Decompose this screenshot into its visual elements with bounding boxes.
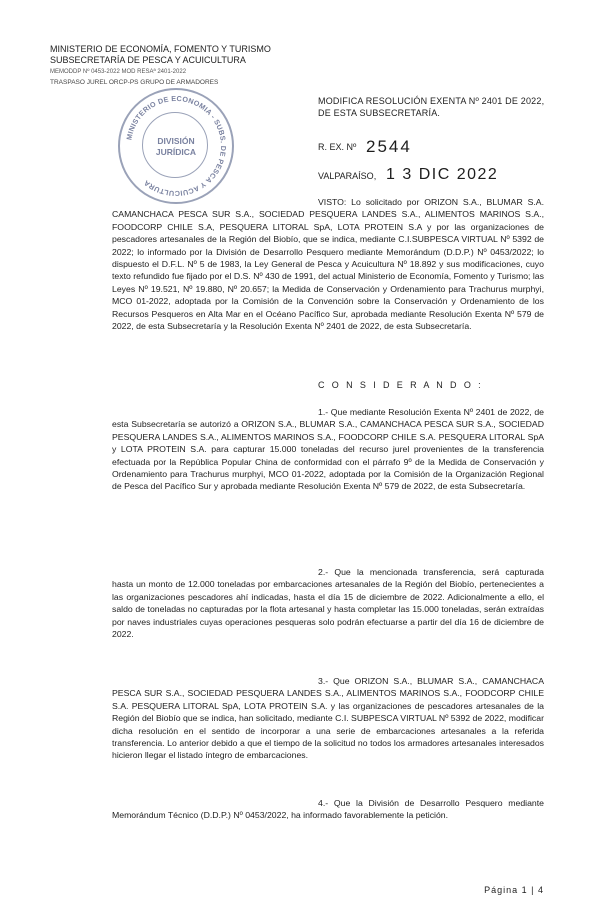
resolution-date: 1 3 DIC 2022: [386, 166, 499, 183]
considerando-item-1: 1.- Que mediante Resolución Exenta Nº 2401 de 2022, de esta Subsecretaría se autorizó a ORIZON S.A., BLUMAR S.A., CAMANCHACA PESCA SUR S.A., SOCIEDAD PESQUERA LANDES S.A., ALIMENTOS MARINOS S.A., FOODCORP CHILE S.A. PESQUERA LITORAL SpA y LOTA PROTEIN S.A. para capturar 15.000 toneladas del recurso jurel provenientes de la transferencia efectuada por la República Popular China de conformidad con el párrafo 9º de la Medida de Conservación y Ordenamiento para Trachurus murphyi, MCO 01-2022, adoptada por la Comisión de la Organización Regional de Pesca del Pacífico Sur y aprobada mediante Resolución Exenta Nº 579 de 2022, de esta Subsecretaría.: [112, 407, 544, 492]
resolution-number: 2544: [366, 137, 412, 156]
header-undersecretariat: SUBSECRETARÍA DE PESCA Y ACUICULTURA: [50, 55, 246, 65]
resolution-place: VALPARAÍSO,: [318, 171, 377, 181]
header-ministry: MINISTERIO DE ECONOMÍA, FOMENTO Y TURISMO: [50, 44, 271, 54]
header-subject-tag: TRASPASO JUREL ORCP-PS GRUPO DE ARMADORES: [50, 79, 219, 86]
considerando-item-3: 3.- Que ORIZON S.A., BLUMAR S.A., CAMANCHACA PESCA SUR S.A., SOCIEDAD PESQUERA LANDES S.A., ALIMENTOS MARINOS S.A., FOODCORP CHILE S.A. PESQUERA LITORAL SpA, LOTA PROTEIN S.A. y las organizaciones de pescadores artesanales de la Región del Biobío que se indica, han solicitado, mediante C.I. SUBPESCA VIRTUAL Nº 5392 de 2022, modificar dicha resolución en el sentido de incorporar a una serie de embarcaciones artesanales a la referida transferencia. Lo anterior debido a que el tiempo de la solicitud no todos los armadores artesanales interesados hicieron llegar el listado íntegro de embarcaciones.: [112, 676, 544, 761]
stamp-line2: JURÍDICA: [155, 147, 197, 157]
considerando-title: C O N S I D E R A N D O :: [318, 380, 484, 390]
stamp-ring-text: MINISTERIO DE ECONOMIA - SUBS. DE PESCA Y ACUICULTURA: [124, 93, 229, 199]
visto-paragraph: VISTO: Lo solicitado por ORIZON S.A., BLUMAR S.A. CAMANCHACA PESCA SUR S.A., SOCIEDAD PESQUERA LANDES S.A., ALIMENTOS MARINOS S.A., FOODCORP CHILE S.A, PESQUERA LITORAL SpA, LOTA PROTEIN S.A y por las organizaciones de pescadores artesanales de la Región del Biobío, que se indica, mediante C.I.SUBPESCA VIRTUAL Nº 5392 de 2022; lo informado por la División de Desarrollo Pesquero mediante Memorándum (D.D.P.) Nº 0453/2022; lo dispuesto el D.F.L. Nº 5 de 1983, la Ley General de Pesca y Acuicultura Nº 18.892 y sus modificaciones, cuyo texto refundido fue fijado por el D.S. Nº 430 de 1991, del actual Ministerio de Economía, Fomento y Turismo; las Leyes Nº 19.521, Nº 19.880, Nº 20.657; la Medida de Conservación y Ordenamiento para Trachurus murphyi, MCO 01-2022, adoptada por la Comisión de la Convención sobre la Conservación y Ordenamiento de los Recursos Pesqueros en Alta Mar en el Océano Pacífico Sur, aprobada mediante Resolución Exenta Nº 579 de 2022, de esta Subsecretaría y la Resolución Exenta Nº 2401 de 2022, de esta Subsecretaría.: [112, 197, 544, 332]
considerando-item-2: 2.- Que la mencionada transferencia, será capturada hasta un monto de 12.000 toneladas por embarcaciones artesanales de la Región del Biobío, pertenecientes a las organizaciones pescadores ahí indicadas, hasta el día 15 de diciembre de 2022. Adicionalmente a ello, el saldo de toneladas no capturadas por la flota artesanal y hasta completar las 15.000 toneladas, serán extraídas por naves industriales cuyas operaciones pesqueras solo podrán efectuarse a partir del día 16 de diciembre de 2022.: [112, 567, 544, 640]
considerando-item-4: 4.- Que la División de Desarrollo Pesquero mediante Memorándum Técnico (D.D.P.) Nº 0453/2022, ha informado favorablemente la petición.: [112, 798, 544, 821]
page-number: Página 1 | 4: [484, 885, 544, 895]
reference-line2: DE ESTA SUBSECRETARÍA.: [318, 108, 441, 118]
stamp-line1: DIVISIÓN: [157, 136, 195, 146]
reference-line1: MODIFICA RESOLUCIÓN EXENTA Nº 2401 DE 2022,: [318, 96, 545, 106]
division-juridica-stamp: [118, 88, 234, 204]
resolution-label: R. EX. Nº: [318, 142, 357, 152]
header-reference-codes: MEMODDP Nº 0453-2022 MOD RESAª 2401-2022: [50, 69, 187, 75]
